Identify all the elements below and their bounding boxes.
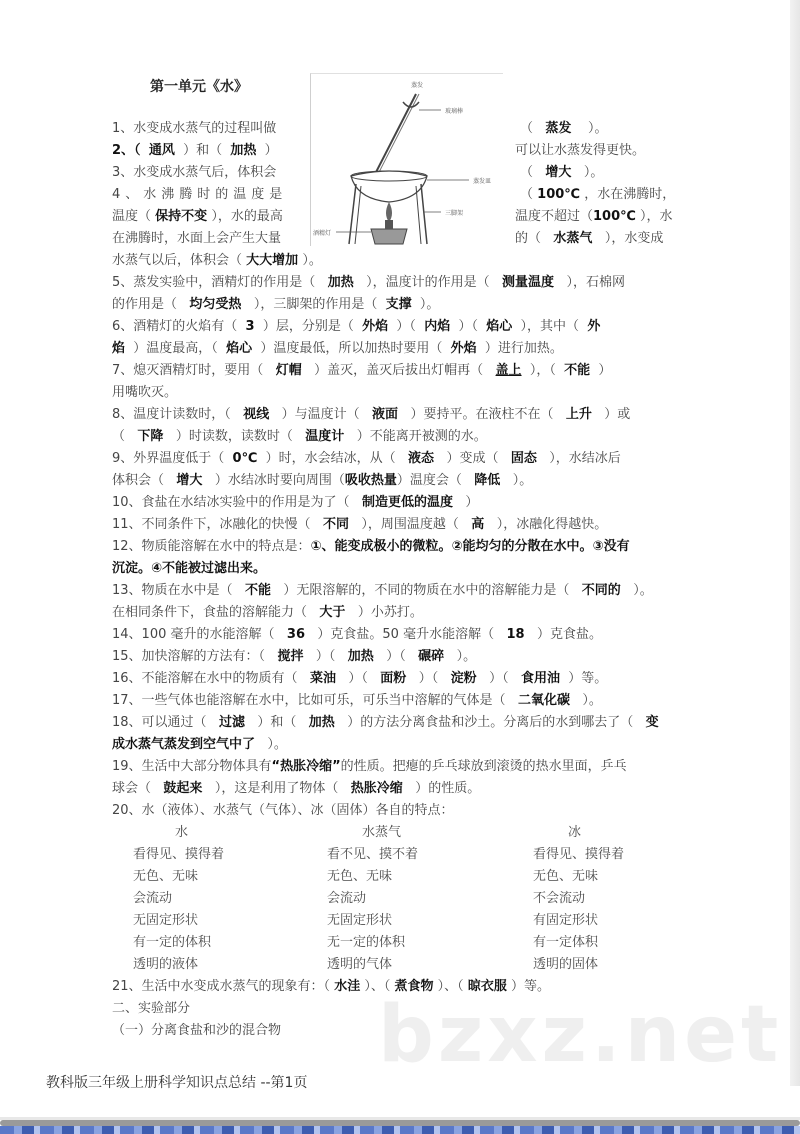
item-4-r1: （ 100℃ ，水在沸腾时，	[520, 187, 676, 202]
item-10: 10、食盐在水结冰实验中的作用是为了（ 制造更低的温度 ）	[112, 495, 479, 510]
item-15: 15、加快溶解的方法有：（ 搅拌 ）（ 加热 ）（ 碾碎 ）。	[112, 649, 477, 664]
unit-title: 第一单元《水》	[150, 79, 248, 95]
answer: 蒸发	[545, 121, 572, 136]
table-cell: 会流动	[133, 891, 173, 906]
table-cell: 透明的气体	[327, 957, 393, 972]
background-pattern	[0, 1126, 800, 1134]
answer: 大大增加	[246, 253, 299, 268]
item-8-l1: 8、温度计读数时，（ 视线 ）与温度计（ 液面 ）要持平。在液柱不在（ 上升 ）或	[112, 407, 631, 422]
item-4-l4: 水蒸气以后，体积会（ 大大增加 ）。	[112, 253, 322, 268]
item-13-l2: 在相同条件下，食盐的溶解能力（ 大于 ）小苏打。	[112, 605, 423, 620]
item-3-right: （ 增大 ）。	[520, 165, 604, 180]
item-6-l1: 6、酒精灯的火焰有（ 3 ）层，分别是（ 外焰 ）（ 内焰 ）（ 焰心 ），其中（ 外	[112, 319, 601, 334]
label-tripod: 三脚架	[445, 210, 464, 217]
item-14: 14、100 毫升的水能溶解（ 36 ）克食盐。50 毫升水能溶解（ 18 ）克食盐。	[112, 627, 603, 642]
item-1-left: 1、水变成水蒸气的过程叫做	[112, 121, 277, 136]
item-4-r3: 的（ 水蒸气 ），水变成	[515, 231, 664, 246]
item-4-l1: 4、水沸腾时的温度是	[112, 187, 288, 202]
item-7-l2: 用嘴吹灭。	[112, 385, 178, 400]
label-evaporate: 蒸发	[411, 82, 424, 89]
table-cell: 有固定形状	[533, 913, 599, 928]
item-2-right: 可以让水蒸发得更快。	[515, 143, 646, 158]
table-cell: 透明的固体	[533, 957, 599, 972]
item-4-l3: 在沸腾时，水面上会产生大量	[112, 231, 282, 246]
table-cell: 无色、无味	[133, 869, 199, 884]
item-4-l2: 温度（ 保持不变 ），水的最高	[112, 209, 283, 224]
table-cell: 不会流动	[533, 891, 586, 906]
answer: 通风	[148, 143, 175, 158]
item-7-l1: 7、熄灭酒精灯时，要用（ 灯帽 ）盖灭，盖灭后拔出灯帽再（ 盖上 ），（ 不能 ）	[112, 363, 612, 378]
table-cell: 无固定形状	[133, 913, 199, 928]
table-cell: 无色、无味	[327, 869, 393, 884]
table-cell: 看得见、摸得着	[133, 847, 225, 862]
item-21: 21、生活中水变成水蒸气的现象有：（ 水洼 ）、（ 煮食物 ）、（ 晾衣服 ）等。	[112, 979, 550, 994]
table-cell: 会流动	[327, 891, 367, 906]
label-glass-rod: 玻璃棒	[445, 108, 464, 115]
item-5-l2: 的作用是（ 均匀受热 ），三脚架的作用是（ 支撑 ）。	[112, 297, 440, 312]
apparatus-drawing	[311, 74, 503, 246]
table-cell: 有一定的体积	[133, 935, 212, 950]
item-9-l1: 9、外界温度低于（ 0℃ ）时，水会结冰，从（ 液态 ）变成（ 固态 ），水结冰后	[112, 451, 621, 466]
answer: 增大	[545, 165, 572, 180]
item-5-l1: 5、蒸发实验中，酒精灯的作用是（ 加热 ），温度计的作用是（ 测量温度 ），石棉网	[112, 275, 625, 290]
item-20-intro: 20、水（液体）、水蒸气（气体）、冰（固体）各自的特点：	[112, 803, 454, 818]
item-11: 11、不同条件下，冰融化的快慢（ 不同 ），周围温度越（ 高 ），冰融化得越快。	[112, 517, 608, 532]
item-3-left: 3、水变成水蒸气后，体积会	[112, 165, 277, 180]
table-header: 冰	[568, 825, 582, 840]
item-19-l1: 19、生活中大部分物体具有“热胀冷缩”的性质。把瘪的乒乓球放到滚烫的热水里面，乒乓	[112, 759, 627, 774]
label-evaporating-dish: 蒸发皿	[473, 178, 492, 185]
page-right-edge	[790, 0, 800, 1086]
table-cell: 看不见、摸不着	[327, 847, 419, 862]
item-8-l2: （ 下降 ）时读数，读数时（ 温度计 ）不能离开被测的水。	[112, 429, 487, 444]
table-cell: 无一定的体积	[327, 935, 406, 950]
item-16: 16、不能溶解在水中的物质有（ 菜油 ）（ 面粉 ）（ 淀粉 ）（ 食用油 ）等。	[112, 671, 608, 686]
evaporation-apparatus-diagram	[310, 73, 503, 246]
table-cell: 有一定体积	[533, 935, 599, 950]
section-2-heading: 二、实验部分	[112, 1001, 191, 1016]
label-alcohol-lamp: 酒精灯	[313, 230, 332, 237]
item-12-l2: 沉淀。④不能被过滤出来。	[112, 561, 267, 576]
table-cell: 无固定形状	[327, 913, 393, 928]
item-6-l2: 焰 ）温度最高，（ 焰心 ）温度最低，所以加热时要用（ 外焰 ）进行加热。	[112, 341, 563, 356]
item-18-l2: 成水蒸气蒸发到空气中了 ）。	[112, 737, 287, 752]
item-9-l2: 体积会（ 增大 ）水结冰时要向周围（吸收热量）温度会（ 降低 ）。	[112, 473, 533, 488]
item-1-right: （ 蒸发 ）。	[520, 121, 608, 136]
table-header: 水	[175, 825, 189, 840]
item-12-l1: 12、物质能溶解在水中的特点是：①、能变成极小的微粒。②能均匀的分散在水中。③没有	[112, 539, 630, 554]
watermark: bzxz.net	[378, 990, 783, 1080]
table-cell: 无色、无味	[533, 869, 599, 884]
section-2-subheading: （一）分离食盐和沙的混合物	[112, 1023, 282, 1038]
table-header: 水蒸气	[362, 825, 402, 840]
table-cell: 看得见、摸得着	[533, 847, 625, 862]
page-footer: 教科版三年级上册科学知识点总结 --第1页	[46, 1075, 308, 1091]
item-17: 17、一些气体也能溶解在水中，比如可乐，可乐当中溶解的气体是（ 二氧化碳 ）。	[112, 693, 602, 708]
answer: 水蒸气	[553, 231, 593, 246]
item-2-left: 2、（ 通风 ）和（ 加热 ）	[112, 143, 278, 158]
answer: 加热	[230, 143, 257, 158]
item-18-l1: 18、可以通过（ 过滤 ）和（ 加热 ）的方法分离食盐和沙土。分离后的水到哪去了（ 变	[112, 715, 659, 730]
table-cell: 透明的液体	[133, 957, 199, 972]
item-19-l2: 球会（ 鼓起来 ），这是利用了物体（ 热胀冷缩 ）的性质。	[112, 781, 481, 796]
item-4-r2: 温度不超过（100℃ ），水	[515, 209, 673, 224]
answer: 100℃	[537, 187, 581, 202]
item-13-l1: 13、物质在水中是（ 不能 ）无限溶解的，不同的物质在水中的溶解能力是（ 不同的 ）。	[112, 583, 653, 598]
answer: 100℃	[593, 209, 636, 224]
answer: 保持不变	[155, 209, 208, 224]
